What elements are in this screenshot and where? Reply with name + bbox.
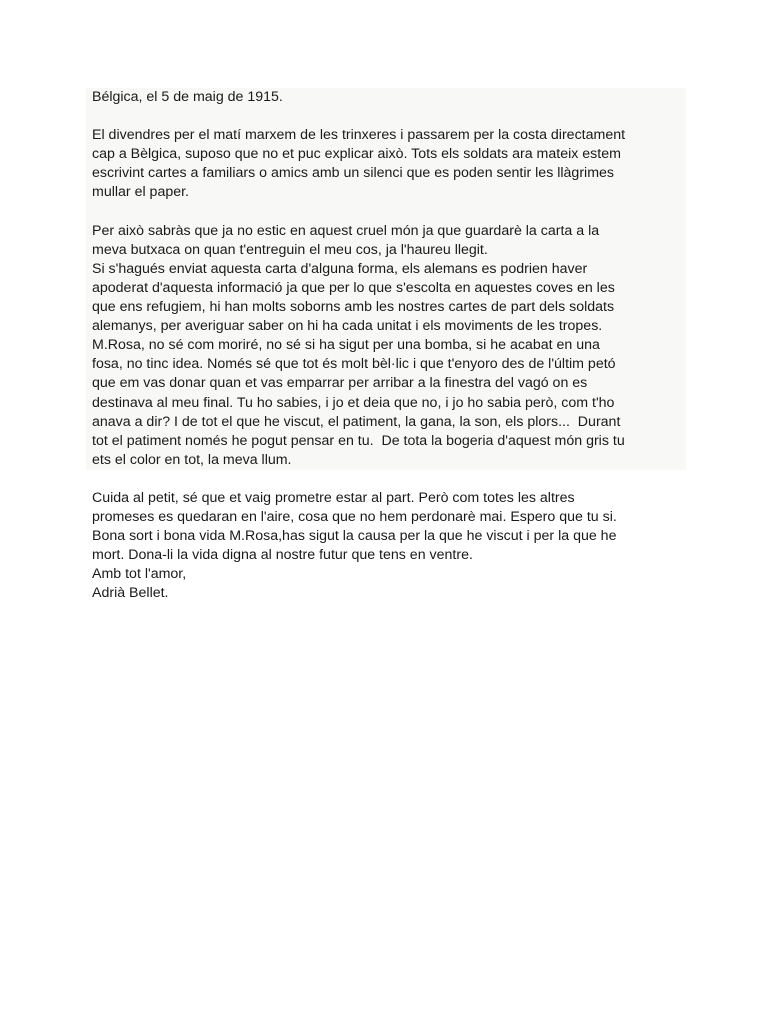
letter-closing: Amb tot l'amor,: [92, 566, 187, 583]
shaded-block: [86, 88, 686, 470]
text-line: ets el color en tot, la meva llum.: [92, 451, 292, 468]
text-line: Si s'hagués enviat aquesta carta d'alguna forma, els alemans es podrien haver: [92, 260, 588, 277]
text-line: que em vas donar quan et vas emparrar per arribar a la finestra del vagó on es: [92, 375, 588, 392]
text-line: fosa, no tinc idea. Només sé que tot és molt bèl·lic i que t'enyoro des de l'últim petó: [92, 356, 616, 373]
text-line: meva butxaca on quan t'entreguin el meu cos, ja l'haureu llegit.: [92, 241, 488, 258]
text-line: alemanys, per averiguar saber on hi ha cada unitat i els moviments de les tropes.: [92, 318, 603, 335]
text-line: promeses es quedaran en l'aire, cosa que no hem perdonarè mai. Espero que tu si.: [92, 509, 617, 526]
paragraph-1: [92, 126, 682, 202]
text-line: apoderat d'aquesta informació ja que per lo que s'escolta en aquestes coves en les: [92, 279, 615, 296]
text-line: escrivint cartes a familiars o amics amb un silenci que es poden sentir les llàgrimes: [92, 165, 615, 182]
text-line: destinava al meu final. Tu ho sabies, i jo et deia que no, i jo ho sabia però, com t'ho: [92, 394, 615, 411]
text-line: mullar el paper.: [92, 184, 189, 201]
text-line: Bona sort i bona vida M.Rosa,has sigut la causa per la que he viscut i per la que he: [92, 528, 617, 545]
text-line: Per això sabràs que ja no estic en aquest cruel món ja que guardarè la carta a la: [92, 222, 600, 239]
paragraph-2: [92, 222, 682, 470]
blank-line: [92, 107, 682, 126]
text-line: tot el patiment només he pogut pensar en tu. De tota la bogeria d'aquest món gris tu: [92, 432, 625, 449]
letter-signature: Adrià Bellet.: [92, 585, 169, 602]
paragraph-3: [92, 489, 682, 565]
blank-line: [92, 203, 682, 222]
text-line: Cuida al petit, sé que et vaig prometre estar al part. Però com totes les altres: [92, 489, 575, 506]
text-line: cap a Bèlgica, suposo que no et puc explicar això. Tots els soldats ara mateix estem: [92, 146, 621, 163]
blank-line: [92, 470, 682, 489]
text-line: anava a dir? I de tot el que he viscut, el patiment, la gana, la son, els plors... Durant: [92, 413, 621, 430]
text-line: M.Rosa, no sé com moriré, no sé si ha sigut per una bomba, si he acabat en una: [92, 337, 600, 354]
text-line: que ens refugiem, hi han molts soborns amb les nostres cartes de part dels soldats: [92, 299, 615, 316]
letter-heading: Bélgica, el 5 de maig de 1915.: [92, 89, 283, 105]
text-line: mort. Dona-li la vida digna al nostre futur que tens en ventre.: [92, 547, 473, 564]
letter-body: [92, 88, 682, 604]
text-line: El divendres per el matí marxem de les trinxeres i passarem per la costa directament: [92, 127, 626, 144]
